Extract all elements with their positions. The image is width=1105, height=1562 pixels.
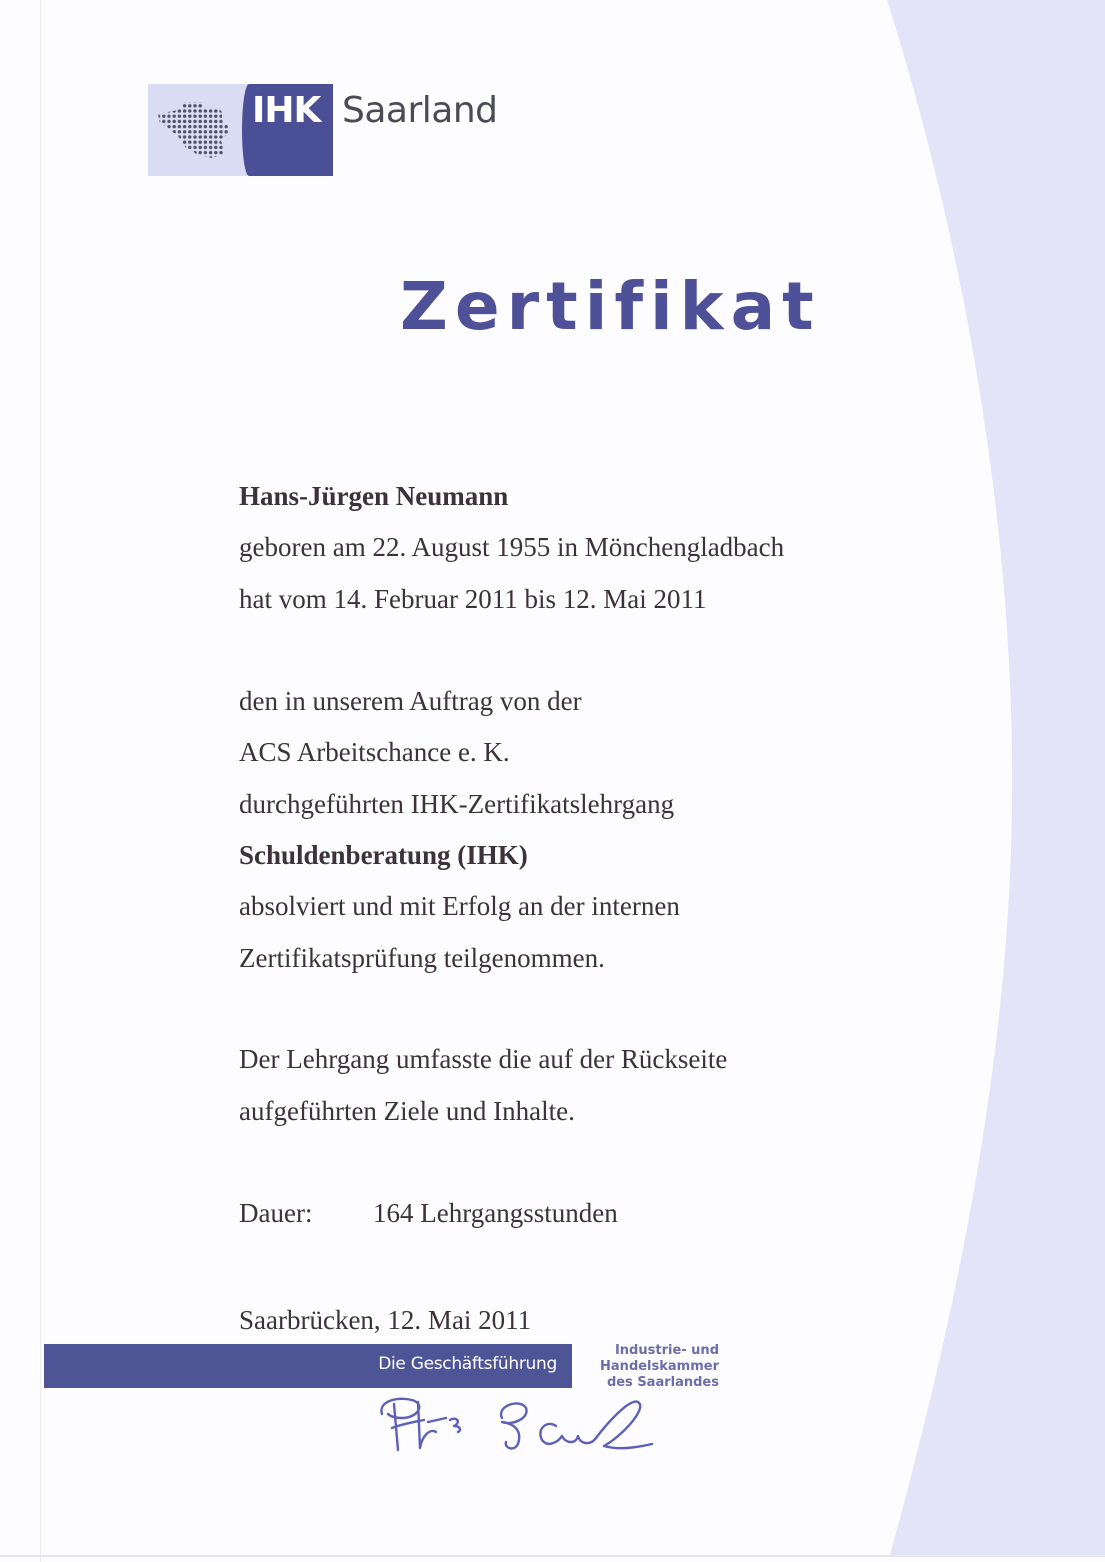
logo-abbreviation: IHK [252, 90, 321, 131]
content-note-line-1: Der Lehrgang umfasste die auf der Rückseite [239, 1044, 728, 1074]
period-line: hat vom 14. Februar 2011 bis 12. Mai 2011 [239, 584, 707, 614]
logo-map-box [148, 84, 248, 176]
birth-line: geboren am 22. August 1955 in Mönchengladbach [239, 532, 785, 562]
content-note-line-2: aufgeführten Ziele und Inhalte. [239, 1096, 575, 1126]
chamber-name-line-3: des Saarlandes [606, 1375, 719, 1390]
course-result-line-2: Zertifikatsprüfung teilgenommen. [239, 943, 605, 973]
course-intro-line: den in unserem Auftrag von der [239, 686, 582, 716]
place-date: Saarbrücken, 12. Mai 2011 [239, 1305, 532, 1335]
chamber-name-line-1: Industrie- und [614, 1343, 719, 1358]
page-left-edge [40, 0, 41, 1562]
recipient-name: Hans-Jürgen Neumann [239, 481, 509, 511]
course-result-line-1: absolviert und mit Erfolg an der internen [239, 891, 680, 921]
chamber-name [600, 1343, 719, 1391]
duration-label: Dauer: [239, 1198, 313, 1228]
course-name: Schuldenberatung (IHK) [239, 840, 528, 870]
page-bottom-edge [0, 1555, 1105, 1557]
logo-region-name: Saarland [342, 90, 498, 131]
chamber-name-line-2: Handelskammer [600, 1359, 719, 1374]
saarland-dot-map-icon [156, 98, 240, 164]
handwritten-signature-icon [372, 1392, 662, 1462]
course-provider: ACS Arbeitschance e. K. [239, 737, 510, 767]
signature-role-bar [44, 1344, 572, 1388]
duration-value: 164 Lehrgangsstunden [373, 1198, 618, 1228]
signature-role: Die Geschäftsführung [378, 1354, 557, 1374]
logo-ihk-box [242, 84, 333, 176]
course-type-line: durchgeführten IHK-Zertifikatslehrgang [239, 789, 675, 819]
certificate-title: Zertifikat [400, 268, 821, 345]
